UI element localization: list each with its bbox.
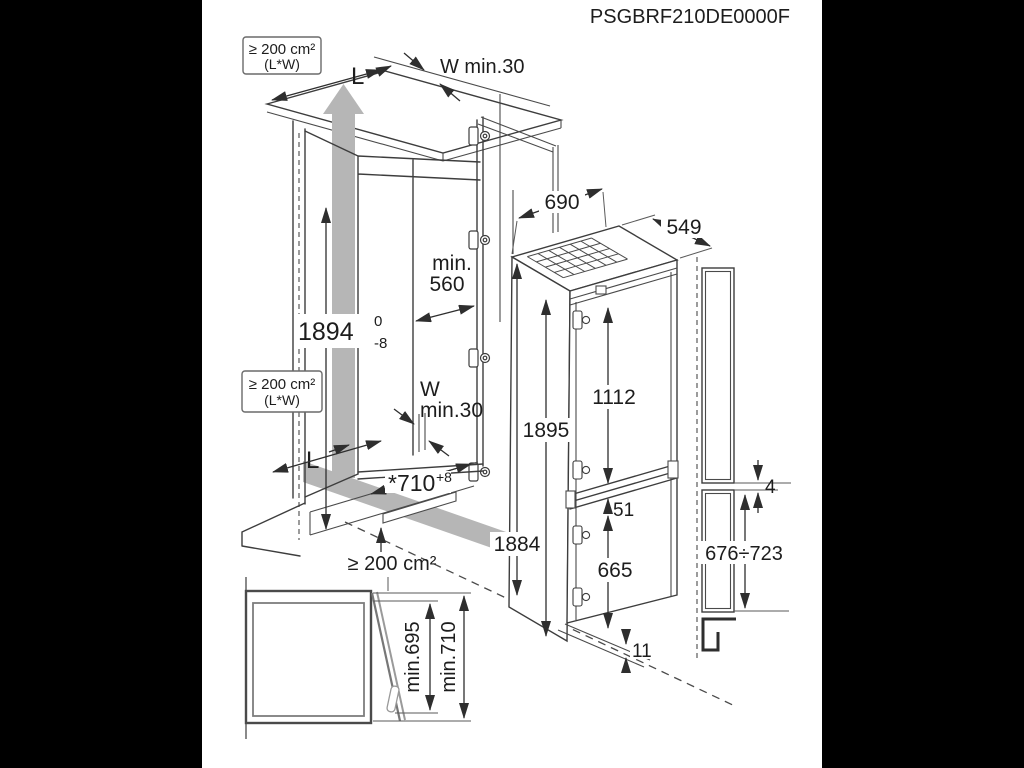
vent-area-box-mid [242,371,322,412]
appliance-side-face [509,257,570,641]
label-niche-width-tol: +8 [436,469,452,485]
door-panel-view [697,257,736,659]
svg-text:(L*W): (L*W) [264,56,300,72]
label-niche-depth-2: 560 [429,273,465,296]
label-panel-gap: 4 [765,477,776,498]
label-plan-depth-total: min.710 [438,621,460,693]
model-number-title: PSGBRF210DE0000F [589,6,790,28]
label-L-top: L [351,63,365,90]
upper-door-panel [702,268,734,483]
label-niche-depth-1: min. [432,252,472,275]
letterbox-right [822,0,1024,768]
label-appliance-width: 690 [544,191,580,214]
label-wall-gap-mid-2: min.30 [420,399,484,422]
label-niche-height-tol-lower: -8 [374,335,388,352]
svg-text:≥ 200 cm²: ≥ 200 cm² [248,376,316,393]
label-niche-inner-height: 1895 [522,419,570,442]
svg-text:≥ 200 cm²: ≥ 200 cm² [248,41,316,58]
label-lower-door-height: 665 [597,559,633,582]
label-niche-height-tol-upper: 0 [374,313,383,330]
label-plan-depth-min: min.695 [402,621,424,693]
label-door-gap: 51 [613,500,635,521]
label-wall-gap-mid-1: W [420,378,440,401]
label-niche-height: 1894 [298,318,354,346]
label-L-bottom: L [306,447,320,474]
letterbox-left [0,0,202,768]
top-rail-latch [596,286,606,294]
plan-cabinet-outline [246,591,371,723]
label-panel-height-range: 676÷723 [705,543,783,565]
label-wall-gap-top: W min.30 [440,56,525,78]
vent-area-box-top [243,37,321,74]
label-appliance-height: 1884 [493,533,541,556]
label-appliance-depth: 549 [666,216,702,239]
appliance-view [509,226,678,667]
svg-text:(L*W): (L*W) [264,392,300,408]
label-vent-area-bottom: ≥ 200 cm² [347,553,437,575]
label-bottom-clearance: 11 [632,641,652,662]
label-niche-width: *710 [388,470,436,496]
label-upper-door-height: 1112 [592,386,636,409]
